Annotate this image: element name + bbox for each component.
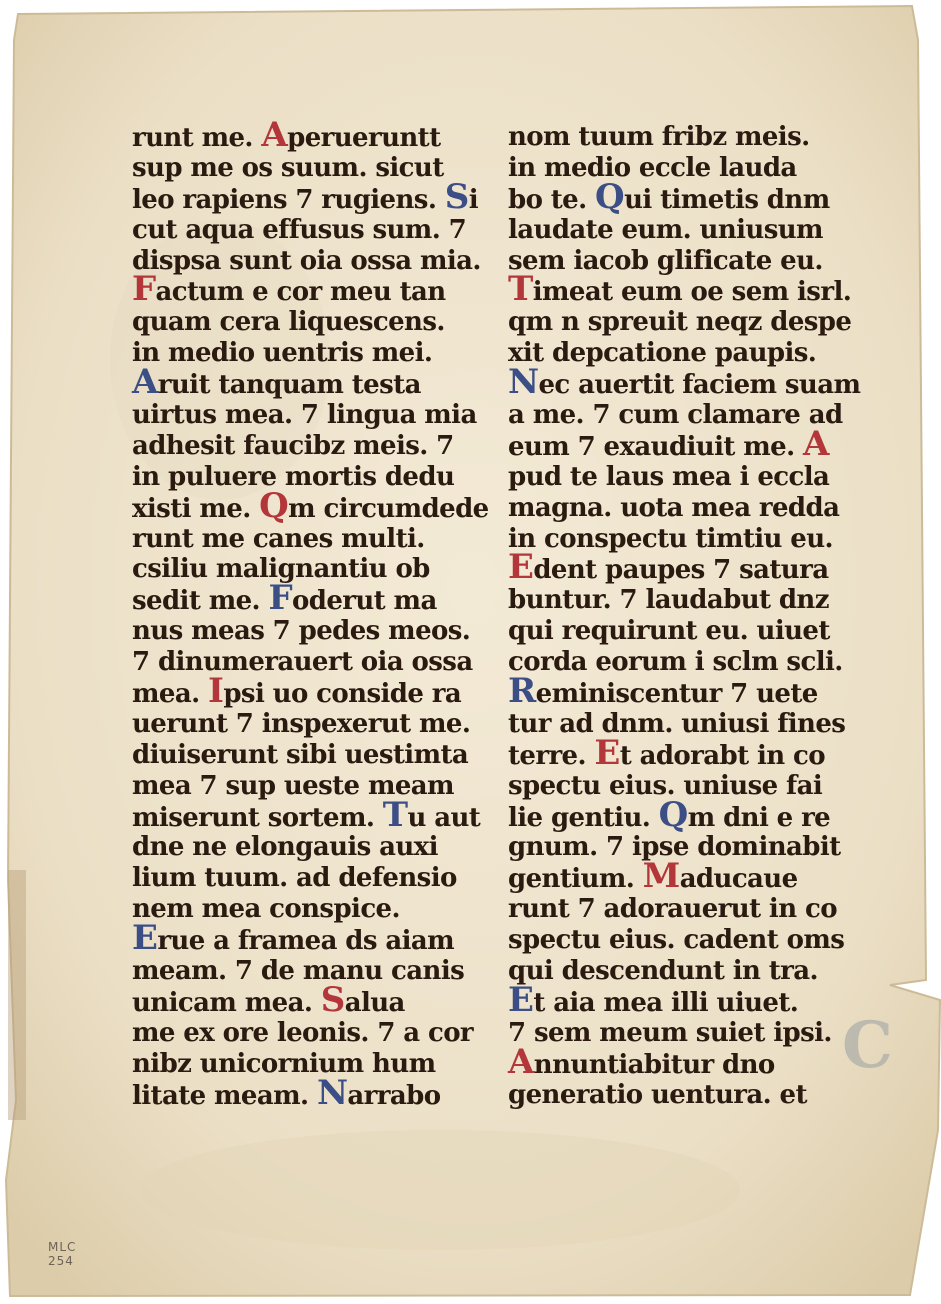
text-segment: tur ad dnm. uniusi fines <box>508 708 846 739</box>
text-line <box>508 400 848 431</box>
text-segment: nem mea conspice. <box>132 894 400 925</box>
margin-offset-initial: C <box>842 1008 893 1083</box>
text-line <box>132 616 472 647</box>
text-segment: ui timetis dnm <box>624 184 830 215</box>
text-line <box>508 307 852 338</box>
text-segment: dne ne elongauis auxi <box>132 832 438 863</box>
text-line <box>132 245 481 277</box>
text-segment: spectu eius. uniuse fai <box>508 770 823 801</box>
text-segment: unicam mea. <box>132 987 321 1018</box>
text-segment: dent paupes 7 satura <box>533 555 829 586</box>
text-line <box>132 524 472 555</box>
text-segment: psi uo conside ra <box>223 679 462 710</box>
text-segment: gnum. 7 ipse dominabit <box>508 832 841 863</box>
text-line <box>508 979 848 1020</box>
text-line <box>508 462 848 493</box>
text-segment: diuiserunt sibi uestimta <box>132 739 469 770</box>
text-line <box>508 215 848 246</box>
text-segment: csiliu malignantiu ob <box>132 554 430 585</box>
text-segment: eum 7 exaudiuit me. <box>508 431 803 462</box>
text-segment: nom tuum fribz meis. <box>508 122 810 152</box>
text-line <box>508 956 848 987</box>
text-segment: generatio uentura. et <box>508 1079 807 1110</box>
rubricated-initial: F <box>132 269 156 310</box>
text-segment: runt me. <box>132 123 262 153</box>
rubricated-initial: Q <box>658 794 688 835</box>
rubricated-initial: T <box>382 794 408 835</box>
text-line <box>508 423 848 464</box>
rubricated-initial: S <box>320 979 345 1020</box>
text-line <box>508 671 848 712</box>
text-segment: me ex ore leonis. 7 a cor <box>132 1017 474 1048</box>
text-line <box>508 732 848 773</box>
text-segment: uerunt 7 inspexerut me. <box>132 708 471 739</box>
text-line <box>132 462 472 493</box>
text-line <box>508 122 848 153</box>
text-segment: qui requirunt eu. uiuet <box>508 616 830 647</box>
text-segment: rue a framea ds aiam <box>157 926 455 957</box>
text-line <box>132 979 472 1020</box>
text-line <box>132 709 472 740</box>
text-segment: sup me os suum. sicut <box>132 152 444 183</box>
text-segment: in conspectu timtiu eu. <box>508 523 833 554</box>
text-segment: t adorabt in co <box>619 740 825 771</box>
text-line <box>508 338 848 369</box>
text-segment: imeat eum oe sem isrl. <box>532 277 852 308</box>
text-line <box>132 740 472 771</box>
text-line <box>508 547 848 588</box>
text-segment: alua <box>344 987 405 1018</box>
text-segment: nus meas 7 pedes meos. <box>132 616 471 647</box>
text-segment: lie gentiu. <box>508 802 659 833</box>
text-line <box>132 956 472 987</box>
text-line <box>508 269 852 310</box>
text-line <box>132 647 472 678</box>
rubricated-initial: E <box>594 732 620 773</box>
text-segment: t aia mea illi uiuet. <box>533 987 799 1018</box>
text-line <box>132 362 472 403</box>
text-line <box>132 153 472 184</box>
text-segment: nibz unicornium hum <box>132 1048 436 1079</box>
text-segment: sem iacob glificate eu. <box>508 245 823 276</box>
text-segment: m dni e re <box>687 802 831 833</box>
text-segment: actum e cor meu tan <box>155 277 446 308</box>
rubricated-initial: E <box>132 918 158 959</box>
text-line <box>132 832 472 863</box>
rubricated-initial: R <box>508 671 536 712</box>
text-segment: qui descendunt in tra. <box>508 956 818 987</box>
text-line <box>132 400 477 431</box>
text-line <box>132 578 472 619</box>
text-line <box>132 794 481 835</box>
text-segment: qm n spreuit neqz despe <box>508 307 852 338</box>
text-segment: arrabo <box>347 1080 441 1111</box>
text-segment: terre. <box>508 740 595 771</box>
text-segment: xisti me. <box>132 493 260 524</box>
text-line <box>508 153 848 184</box>
text-segment: adhesit faucibz meis. 7 <box>132 430 454 461</box>
text-segment: in puluere mortis dedu <box>132 461 455 492</box>
text-segment: bo te. <box>508 184 596 215</box>
text-line <box>508 1041 848 1082</box>
text-segment: eminiscentur 7 uete <box>535 679 818 710</box>
text-line <box>508 894 848 925</box>
text-line <box>132 269 472 310</box>
text-segment: leo rapiens 7 rugiens. <box>132 184 445 215</box>
text-line <box>132 215 472 246</box>
text-segment: 7 dinumerauert oia ossa <box>132 647 473 678</box>
text-segment: lium tuum. ad defensio <box>132 863 457 894</box>
text-segment: pud te laus mea i eccla <box>508 461 830 492</box>
left-text-column <box>132 115 489 1113</box>
text-segment: i <box>468 184 478 215</box>
text-line <box>508 856 848 897</box>
rubricated-initial: N <box>508 362 539 403</box>
text-line <box>132 176 478 217</box>
text-segment: xit depcatione paupis. <box>508 338 817 369</box>
text-line <box>132 1072 472 1113</box>
text-line <box>508 585 848 616</box>
rubricated-initial: E <box>508 547 534 588</box>
right-text-column <box>508 122 861 1111</box>
text-line <box>132 863 472 894</box>
text-line <box>508 246 848 277</box>
rubricated-initial: A <box>508 1041 534 1082</box>
text-segment: ruit tanquam testa <box>157 370 421 401</box>
text-segment: mea 7 sup ueste meam <box>132 770 454 801</box>
text-line <box>132 431 472 462</box>
text-line <box>508 524 848 555</box>
rubricated-initial: A <box>803 423 829 464</box>
text-segment: corda eorum i sclm scli. <box>508 647 843 678</box>
rubricated-initial: M <box>642 856 680 897</box>
rubricated-initial: I <box>208 671 224 712</box>
text-segment: in medio eccle lauda <box>508 152 797 183</box>
text-line <box>508 362 861 403</box>
rubricated-initial: N <box>316 1072 348 1113</box>
rubricated-initial: E <box>508 979 534 1020</box>
text-segment: laudate eum. uniusum <box>508 214 823 245</box>
text-segment: runt me canes multi. <box>132 523 425 554</box>
text-segment: ec auertit faciem suam <box>538 370 861 401</box>
text-segment: spectu eius. cadent oms <box>508 925 845 956</box>
text-segment: meam. 7 de manu canis <box>132 956 465 987</box>
text-line <box>132 1018 472 1049</box>
text-segment: buntur. 7 laudabut dnz <box>508 585 829 616</box>
text-segment: runt 7 adorauerut in co <box>508 894 837 925</box>
text-segment: nnuntiabitur dno <box>533 1049 775 1080</box>
text-line <box>132 307 472 338</box>
text-segment: mea. <box>132 679 209 710</box>
text-line <box>132 671 472 712</box>
text-line <box>132 1049 472 1080</box>
rubricated-initial: A <box>132 362 158 403</box>
text-segment: litate meam. <box>132 1080 317 1111</box>
text-segment: cut aqua effusus sum. 7 <box>132 214 467 245</box>
rubricated-initial: A <box>261 115 288 155</box>
text-segment: a me. 7 cum clamare ad <box>508 400 843 431</box>
text-line <box>508 1080 848 1111</box>
text-line <box>508 176 848 217</box>
text-line <box>508 925 848 956</box>
text-line <box>508 709 848 740</box>
rubricated-initial: T <box>508 269 533 310</box>
text-line <box>508 647 848 678</box>
text-segment: magna. uota mea redda <box>508 492 840 523</box>
text-segment: 7 sem meum suiet ipsi. <box>508 1017 832 1048</box>
text-line <box>508 1018 848 1049</box>
text-segment: perueruntt <box>287 123 441 153</box>
text-line <box>132 894 472 925</box>
text-segment: uirtus mea. 7 lingua mia <box>132 400 477 431</box>
text-line <box>508 616 848 647</box>
text-segment: sedit me. <box>132 586 269 617</box>
rubricated-initial: Q <box>259 485 289 526</box>
rubricated-initial: S <box>444 176 469 217</box>
text-line <box>132 115 472 155</box>
text-line <box>132 554 472 585</box>
text-segment: dispsa sunt oia ossa mia. <box>132 245 481 276</box>
text-line <box>132 771 472 802</box>
rubricated-initial: F <box>268 578 293 619</box>
shelfmark-line: 254 <box>48 1254 74 1268</box>
text-line <box>132 485 489 526</box>
text-line <box>508 493 848 524</box>
text-segment: gentium. <box>508 864 643 895</box>
text-line <box>132 918 472 959</box>
text-segment: miserunt sortem. <box>132 802 383 833</box>
rubricated-initial: Q <box>595 176 625 217</box>
text-segment: quam cera liquescens. <box>132 307 445 338</box>
text-segment: in medio uentris mei. <box>132 338 433 369</box>
text-segment: u aut <box>407 802 481 833</box>
text-line <box>132 338 472 369</box>
text-line <box>508 794 848 835</box>
shelfmark-line: MLC <box>48 1240 77 1254</box>
text-segment: oderut ma <box>292 586 437 617</box>
text-segment: aducaue <box>679 864 798 895</box>
shelfmark <box>48 1240 76 1268</box>
text-segment: m circumdede <box>288 493 489 524</box>
